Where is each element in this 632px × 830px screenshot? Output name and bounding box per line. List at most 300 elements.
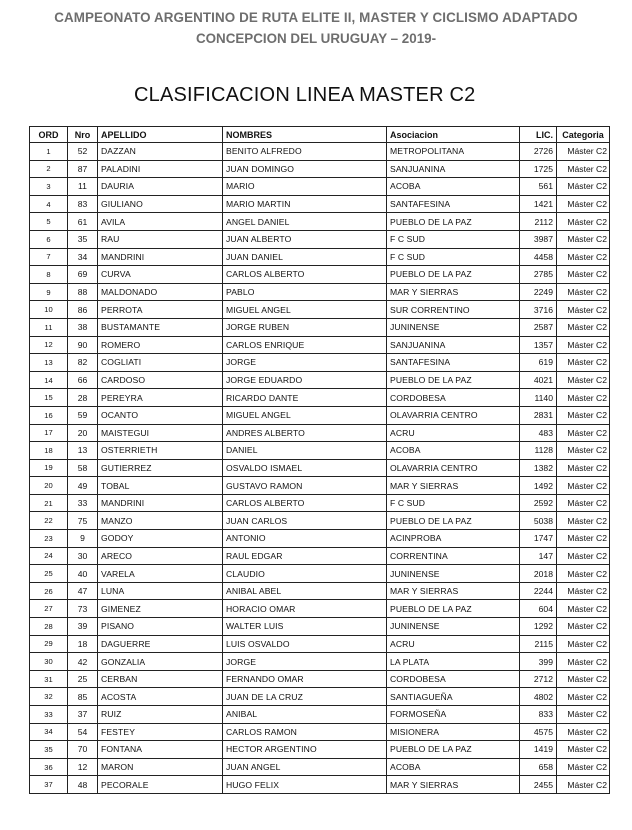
cell-nombres: BENITO ALFREDO	[223, 143, 387, 161]
cell-ord: 7	[30, 248, 68, 266]
championship-title: CAMPEONATO ARGENTINO DE RUTA ELITE II, MASTER Y CICLISMO ADAPTADO	[54, 10, 578, 25]
cell-categoria: Máster C2	[557, 336, 610, 354]
cell-categoria: Máster C2	[557, 266, 610, 284]
cell-lic: 604	[520, 600, 557, 618]
table-row	[30, 635, 610, 653]
table-row	[30, 530, 610, 548]
cell-apellido: MARON	[98, 758, 223, 776]
cell-categoria: Máster C2	[557, 582, 610, 600]
cell-lic: 2726	[520, 143, 557, 161]
cell-nro: 59	[68, 406, 98, 424]
cell-lic: 619	[520, 354, 557, 372]
cell-nombres: MARIO MARTIN	[223, 195, 387, 213]
cell-nro: 73	[68, 600, 98, 618]
cell-lic: 1725	[520, 160, 557, 178]
cell-apellido: OCANTO	[98, 406, 223, 424]
cell-categoria: Máster C2	[557, 195, 610, 213]
cell-nro: 58	[68, 459, 98, 477]
table-row	[30, 318, 610, 336]
cell-ord: 9	[30, 283, 68, 301]
cell-nro: 40	[68, 565, 98, 583]
cell-asociacion: OLAVARRIA CENTRO	[387, 406, 520, 424]
cell-nro: 66	[68, 371, 98, 389]
cell-apellido: GODOY	[98, 530, 223, 548]
cell-lic: 3987	[520, 230, 557, 248]
cell-asociacion: JUNINENSE	[387, 565, 520, 583]
cell-nro: 70	[68, 741, 98, 759]
cell-categoria: Máster C2	[557, 301, 610, 319]
cell-apellido: CERBAN	[98, 670, 223, 688]
cell-categoria: Máster C2	[557, 424, 610, 442]
cell-asociacion: MAR Y SIERRAS	[387, 477, 520, 495]
column-header-nombres: NOMBRES	[223, 127, 387, 143]
cell-asociacion: PUEBLO DE LA PAZ	[387, 371, 520, 389]
cell-lic: 2831	[520, 406, 557, 424]
cell-ord: 36	[30, 758, 68, 776]
cell-categoria: Máster C2	[557, 477, 610, 495]
cell-categoria: Máster C2	[557, 512, 610, 530]
cell-nro: 33	[68, 494, 98, 512]
cell-nombres: JORGE	[223, 653, 387, 671]
cell-nro: 18	[68, 635, 98, 653]
cell-apellido: GIMENEZ	[98, 600, 223, 618]
table-row	[30, 213, 610, 231]
table-row	[30, 600, 610, 618]
cell-nro: 9	[68, 530, 98, 548]
cell-nro: 13	[68, 442, 98, 460]
cell-categoria: Máster C2	[557, 670, 610, 688]
cell-apellido: MALDONADO	[98, 283, 223, 301]
cell-categoria: Máster C2	[557, 160, 610, 178]
cell-nro: 30	[68, 547, 98, 565]
cell-nombres: JORGE EDUARDO	[223, 371, 387, 389]
table-row	[30, 547, 610, 565]
table-row	[30, 688, 610, 706]
cell-asociacion: OLAVARRIA CENTRO	[387, 459, 520, 477]
cell-asociacion: ACRU	[387, 635, 520, 653]
cell-nro: 52	[68, 143, 98, 161]
cell-asociacion: SUR CORRENTINO	[387, 301, 520, 319]
cell-apellido: DAZZAN	[98, 143, 223, 161]
cell-ord: 33	[30, 706, 68, 724]
cell-lic: 833	[520, 706, 557, 724]
cell-ord: 27	[30, 600, 68, 618]
cell-apellido: MAISTEGUI	[98, 424, 223, 442]
cell-apellido: ROMERO	[98, 336, 223, 354]
table-row	[30, 178, 610, 196]
cell-ord: 26	[30, 582, 68, 600]
cell-nro: 28	[68, 389, 98, 407]
cell-ord: 23	[30, 530, 68, 548]
cell-categoria: Máster C2	[557, 354, 610, 372]
cell-categoria: Máster C2	[557, 389, 610, 407]
cell-apellido: LUNA	[98, 582, 223, 600]
cell-asociacion: CORDOBESA	[387, 670, 520, 688]
cell-apellido: GIULIANO	[98, 195, 223, 213]
cell-lic: 2455	[520, 776, 557, 794]
cell-ord: 34	[30, 723, 68, 741]
cell-lic: 1492	[520, 477, 557, 495]
cell-nro: 48	[68, 776, 98, 794]
cell-nombres: WALTER LUIS	[223, 618, 387, 636]
cell-categoria: Máster C2	[557, 618, 610, 636]
cell-nro: 38	[68, 318, 98, 336]
cell-nro: 69	[68, 266, 98, 284]
cell-asociacion: SANTAFESINA	[387, 195, 520, 213]
cell-ord: 13	[30, 354, 68, 372]
cell-categoria: Máster C2	[557, 723, 610, 741]
cell-nombres: CLAUDIO	[223, 565, 387, 583]
cell-ord: 4	[30, 195, 68, 213]
cell-asociacion: CORRENTINA	[387, 547, 520, 565]
cell-asociacion: ACOBA	[387, 178, 520, 196]
cell-apellido: PECORALE	[98, 776, 223, 794]
cell-apellido: MANDRINI	[98, 494, 223, 512]
cell-lic: 1421	[520, 195, 557, 213]
cell-categoria: Máster C2	[557, 706, 610, 724]
cell-lic: 4458	[520, 248, 557, 266]
table-row	[30, 143, 610, 161]
cell-apellido: PEREYRA	[98, 389, 223, 407]
table-row	[30, 477, 610, 495]
table-row	[30, 459, 610, 477]
cell-apellido: AVILA	[98, 213, 223, 231]
table-header-row	[30, 127, 610, 143]
table-row	[30, 758, 610, 776]
cell-apellido: FONTANA	[98, 741, 223, 759]
cell-asociacion: F C SUD	[387, 248, 520, 266]
cell-nro: 12	[68, 758, 98, 776]
cell-apellido: RAU	[98, 230, 223, 248]
cell-categoria: Máster C2	[557, 776, 610, 794]
cell-categoria: Máster C2	[557, 530, 610, 548]
cell-categoria: Máster C2	[557, 653, 610, 671]
cell-asociacion: MISIONERA	[387, 723, 520, 741]
cell-nro: 86	[68, 301, 98, 319]
cell-lic: 658	[520, 758, 557, 776]
cell-nro: 87	[68, 160, 98, 178]
cell-asociacion: FORMOSEÑA	[387, 706, 520, 724]
cell-asociacion: PUEBLO DE LA PAZ	[387, 512, 520, 530]
table-row	[30, 371, 610, 389]
cell-nombres: JORGE	[223, 354, 387, 372]
cell-asociacion: MAR Y SIERRAS	[387, 776, 520, 794]
cell-apellido: TOBAL	[98, 477, 223, 495]
cell-categoria: Máster C2	[557, 248, 610, 266]
cell-apellido: PERROTA	[98, 301, 223, 319]
cell-apellido: DAURIA	[98, 178, 223, 196]
cell-nombres: PABLO	[223, 283, 387, 301]
cell-categoria: Máster C2	[557, 547, 610, 565]
cell-apellido: ARECO	[98, 547, 223, 565]
table-row	[30, 336, 610, 354]
cell-apellido: CURVA	[98, 266, 223, 284]
cell-nro: 83	[68, 195, 98, 213]
cell-nro: 88	[68, 283, 98, 301]
cell-nro: 82	[68, 354, 98, 372]
cell-lic: 5038	[520, 512, 557, 530]
column-header-lic: LIC.	[520, 127, 557, 143]
cell-lic: 1140	[520, 389, 557, 407]
cell-categoria: Máster C2	[557, 283, 610, 301]
cell-nro: 49	[68, 477, 98, 495]
cell-lic: 2785	[520, 266, 557, 284]
cell-lic: 2115	[520, 635, 557, 653]
cell-ord: 1	[30, 143, 68, 161]
cell-ord: 15	[30, 389, 68, 407]
cell-nombres: JUAN ALBERTO	[223, 230, 387, 248]
cell-categoria: Máster C2	[557, 213, 610, 231]
cell-lic: 147	[520, 547, 557, 565]
cell-categoria: Máster C2	[557, 758, 610, 776]
cell-nombres: HECTOR ARGENTINO	[223, 741, 387, 759]
cell-asociacion: F C SUD	[387, 494, 520, 512]
cell-asociacion: CORDOBESA	[387, 389, 520, 407]
cell-ord: 24	[30, 547, 68, 565]
table-row	[30, 670, 610, 688]
cell-nombres: JUAN DE LA CRUZ	[223, 688, 387, 706]
cell-ord: 25	[30, 565, 68, 583]
cell-nro: 42	[68, 653, 98, 671]
cell-nro: 47	[68, 582, 98, 600]
cell-asociacion: SANJUANINA	[387, 160, 520, 178]
cell-ord: 2	[30, 160, 68, 178]
cell-asociacion: ACRU	[387, 424, 520, 442]
cell-nro: 39	[68, 618, 98, 636]
cell-nro: 61	[68, 213, 98, 231]
cell-nombres: LUIS OSVALDO	[223, 635, 387, 653]
cell-asociacion: JUNINENSE	[387, 318, 520, 336]
cell-ord: 31	[30, 670, 68, 688]
cell-ord: 14	[30, 371, 68, 389]
cell-categoria: Máster C2	[557, 178, 610, 196]
table-row	[30, 494, 610, 512]
cell-ord: 11	[30, 318, 68, 336]
cell-categoria: Máster C2	[557, 371, 610, 389]
cell-asociacion: SANTIAGUEÑA	[387, 688, 520, 706]
cell-ord: 21	[30, 494, 68, 512]
cell-nro: 85	[68, 688, 98, 706]
cell-nombres: JUAN DANIEL	[223, 248, 387, 266]
cell-categoria: Máster C2	[557, 459, 610, 477]
cell-ord: 6	[30, 230, 68, 248]
cell-apellido: PISANO	[98, 618, 223, 636]
classification-table	[29, 126, 610, 794]
table-row	[30, 354, 610, 372]
cell-ord: 12	[30, 336, 68, 354]
cell-categoria: Máster C2	[557, 565, 610, 583]
cell-nombres: JUAN DOMINGO	[223, 160, 387, 178]
cell-nro: 37	[68, 706, 98, 724]
cell-nombres: MIGUEL ANGEL	[223, 406, 387, 424]
cell-categoria: Máster C2	[557, 494, 610, 512]
cell-categoria: Máster C2	[557, 230, 610, 248]
cell-lic: 2112	[520, 213, 557, 231]
table-row	[30, 195, 610, 213]
cell-categoria: Máster C2	[557, 442, 610, 460]
cell-asociacion: LA PLATA	[387, 653, 520, 671]
cell-lic: 3716	[520, 301, 557, 319]
cell-nombres: JUAN CARLOS	[223, 512, 387, 530]
table-row	[30, 389, 610, 407]
table-row	[30, 266, 610, 284]
cell-asociacion: PUEBLO DE LA PAZ	[387, 266, 520, 284]
cell-categoria: Máster C2	[557, 406, 610, 424]
cell-lic: 2587	[520, 318, 557, 336]
table-row	[30, 618, 610, 636]
cell-nombres: JUAN ANGEL	[223, 758, 387, 776]
cell-apellido: VARELA	[98, 565, 223, 583]
cell-nro: 25	[68, 670, 98, 688]
cell-nombres: MIGUEL ANGEL	[223, 301, 387, 319]
cell-ord: 16	[30, 406, 68, 424]
cell-nro: 90	[68, 336, 98, 354]
table-row	[30, 442, 610, 460]
cell-nombres: CARLOS RAMON	[223, 723, 387, 741]
cell-nombres: CARLOS ENRIQUE	[223, 336, 387, 354]
cell-lic: 1419	[520, 741, 557, 759]
cell-apellido: GONZALIA	[98, 653, 223, 671]
cell-ord: 5	[30, 213, 68, 231]
cell-apellido: COGLIATI	[98, 354, 223, 372]
cell-ord: 35	[30, 741, 68, 759]
cell-lic: 2712	[520, 670, 557, 688]
cell-lic: 1292	[520, 618, 557, 636]
cell-categoria: Máster C2	[557, 600, 610, 618]
cell-apellido: FESTEY	[98, 723, 223, 741]
cell-lic: 2244	[520, 582, 557, 600]
cell-asociacion: SANJUANINA	[387, 336, 520, 354]
cell-asociacion: MAR Y SIERRAS	[387, 582, 520, 600]
cell-asociacion: METROPOLITANA	[387, 143, 520, 161]
cell-asociacion: ACINPROBA	[387, 530, 520, 548]
cell-apellido: ACOSTA	[98, 688, 223, 706]
cell-nombres: HUGO FELIX	[223, 776, 387, 794]
cell-ord: 10	[30, 301, 68, 319]
cell-nro: 35	[68, 230, 98, 248]
cell-ord: 3	[30, 178, 68, 196]
cell-categoria: Máster C2	[557, 688, 610, 706]
table-row	[30, 582, 610, 600]
cell-apellido: RUIZ	[98, 706, 223, 724]
cell-apellido: PALADINI	[98, 160, 223, 178]
cell-lic: 2018	[520, 565, 557, 583]
cell-categoria: Máster C2	[557, 741, 610, 759]
cell-nombres: ANGEL DANIEL	[223, 213, 387, 231]
cell-nombres: GUSTAVO RAMON	[223, 477, 387, 495]
cell-asociacion: PUEBLO DE LA PAZ	[387, 213, 520, 231]
cell-nombres: RICARDO DANTE	[223, 389, 387, 407]
cell-apellido: DAGUERRE	[98, 635, 223, 653]
cell-ord: 30	[30, 653, 68, 671]
cell-asociacion: MAR Y SIERRAS	[387, 283, 520, 301]
cell-ord: 29	[30, 635, 68, 653]
table-row	[30, 283, 610, 301]
cell-nro: 34	[68, 248, 98, 266]
cell-ord: 22	[30, 512, 68, 530]
column-header-asociacion: Asociacion	[387, 127, 520, 143]
cell-nombres: ANIBAL	[223, 706, 387, 724]
table-body	[30, 143, 610, 794]
cell-apellido: OSTERRIETH	[98, 442, 223, 460]
cell-lic: 4575	[520, 723, 557, 741]
event-location-year: CONCEPCION DEL URUGUAY – 2019-	[195, 31, 437, 46]
cell-asociacion: JUNINENSE	[387, 618, 520, 636]
cell-nro: 20	[68, 424, 98, 442]
table-row	[30, 406, 610, 424]
table-row	[30, 653, 610, 671]
cell-asociacion: F C SUD	[387, 230, 520, 248]
cell-ord: 18	[30, 442, 68, 460]
table-row	[30, 741, 610, 759]
table-row	[30, 723, 610, 741]
cell-nombres: DANIEL	[223, 442, 387, 460]
cell-categoria: Máster C2	[557, 143, 610, 161]
cell-nombres: CARLOS ALBERTO	[223, 494, 387, 512]
cell-nro: 11	[68, 178, 98, 196]
table-row	[30, 301, 610, 319]
cell-lic: 2592	[520, 494, 557, 512]
cell-asociacion: SANTAFESINA	[387, 354, 520, 372]
cell-lic: 2249	[520, 283, 557, 301]
cell-ord: 8	[30, 266, 68, 284]
cell-lic: 483	[520, 424, 557, 442]
page-title: CLASIFICACION LINEA MASTER C2	[134, 84, 476, 106]
cell-lic: 1382	[520, 459, 557, 477]
cell-asociacion: PUEBLO DE LA PAZ	[387, 600, 520, 618]
cell-asociacion: ACOBA	[387, 442, 520, 460]
cell-categoria: Máster C2	[557, 635, 610, 653]
cell-ord: 32	[30, 688, 68, 706]
cell-lic: 399	[520, 653, 557, 671]
column-header-nro: Nro	[68, 127, 98, 143]
column-header-ord: ORD	[30, 127, 68, 143]
cell-lic: 4021	[520, 371, 557, 389]
cell-nombres: FERNANDO OMAR	[223, 670, 387, 688]
cell-asociacion: ACOBA	[387, 758, 520, 776]
cell-nombres: JORGE RUBEN	[223, 318, 387, 336]
table-row	[30, 248, 610, 266]
cell-nombres: MARIO	[223, 178, 387, 196]
cell-apellido: MANDRINI	[98, 248, 223, 266]
cell-categoria: Máster C2	[557, 318, 610, 336]
cell-ord: 28	[30, 618, 68, 636]
column-header-categoria: Categoria	[557, 127, 610, 143]
cell-ord: 37	[30, 776, 68, 794]
cell-ord: 20	[30, 477, 68, 495]
cell-lic: 4802	[520, 688, 557, 706]
cell-apellido: CARDOSO	[98, 371, 223, 389]
table-row	[30, 160, 610, 178]
cell-asociacion: PUEBLO DE LA PAZ	[387, 741, 520, 759]
cell-nombres: RAUL EDGAR	[223, 547, 387, 565]
cell-nombres: OSVALDO ISMAEL	[223, 459, 387, 477]
cell-apellido: GUTIERREZ	[98, 459, 223, 477]
cell-lic: 561	[520, 178, 557, 196]
cell-nro: 75	[68, 512, 98, 530]
table-row	[30, 776, 610, 794]
cell-lic: 1357	[520, 336, 557, 354]
cell-nombres: ANTONIO	[223, 530, 387, 548]
cell-nombres: ANIBAL ABEL	[223, 582, 387, 600]
table-row	[30, 230, 610, 248]
table-row	[30, 565, 610, 583]
table-row	[30, 706, 610, 724]
table-row	[30, 512, 610, 530]
cell-apellido: MANZO	[98, 512, 223, 530]
table-row	[30, 424, 610, 442]
cell-lic: 1747	[520, 530, 557, 548]
